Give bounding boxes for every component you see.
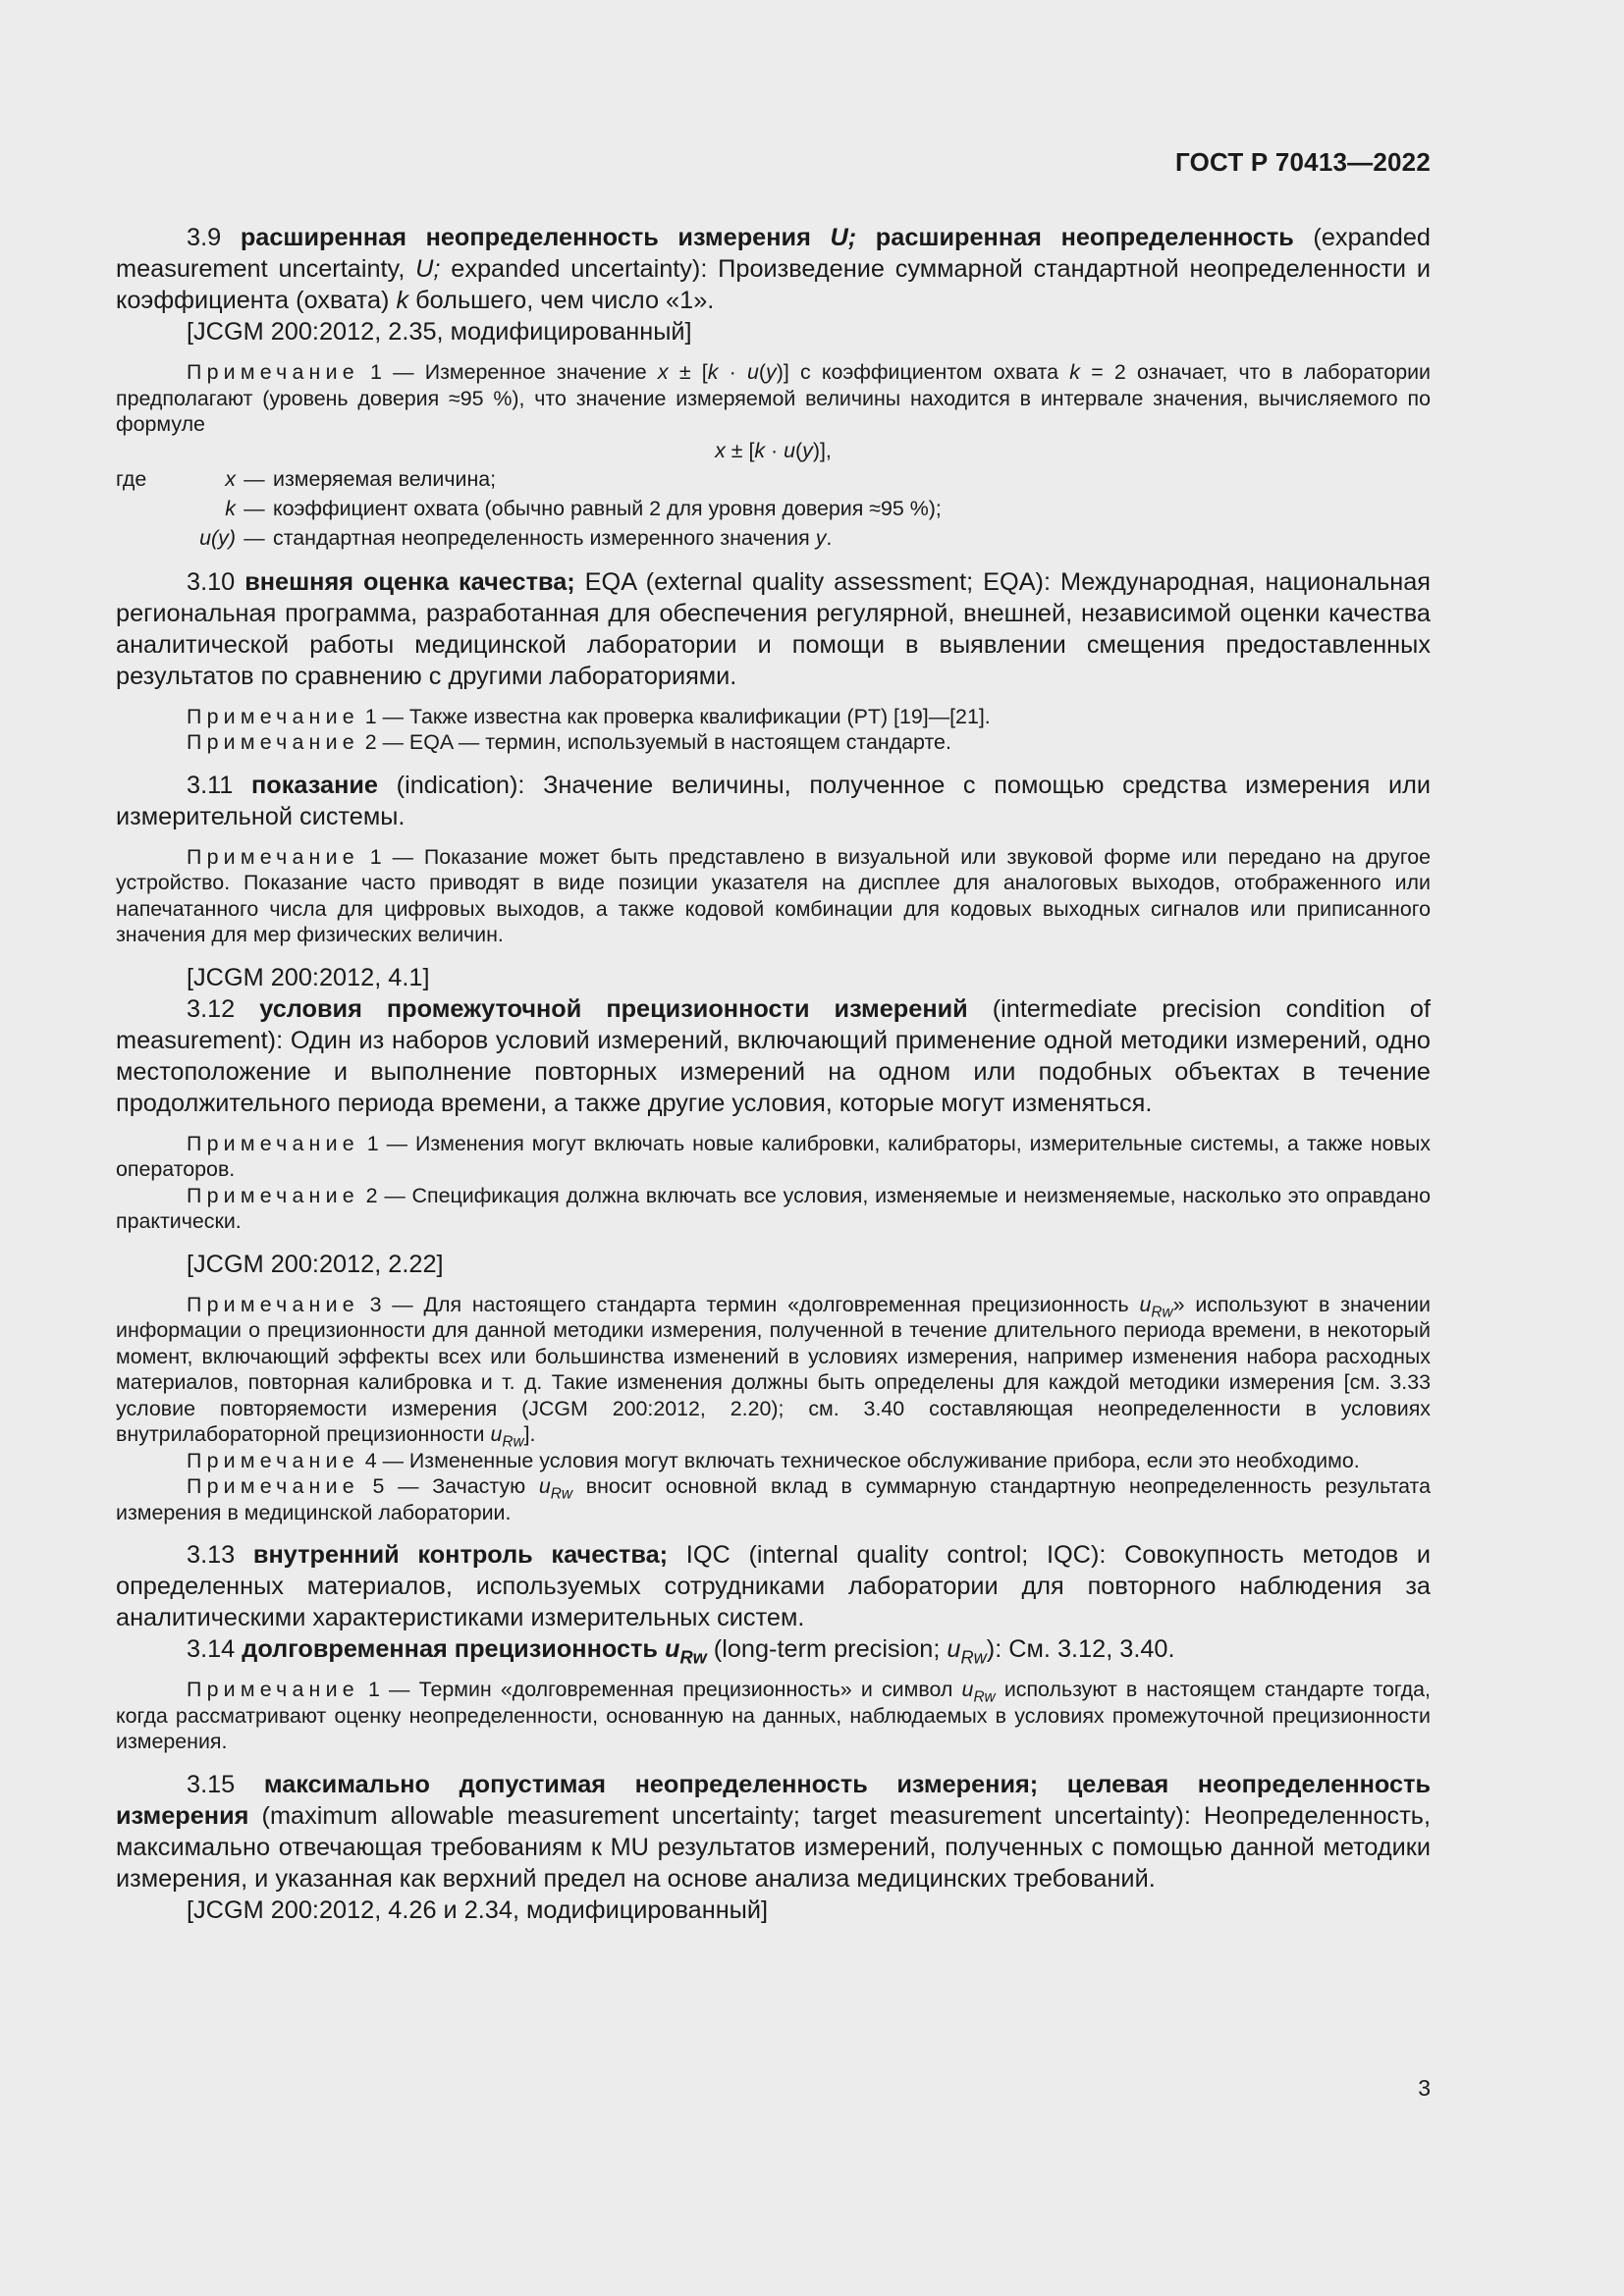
note-3-12-5: Примечание 5 — Зачастую $u_{Rw}$ вносит основной вклад в суммарную стандартную неопределенность результата измерения в медицинской лаборатории. [116,1474,1432,1524]
reference-3-12: [JCGM 200:2012, 2.22] [187,1250,444,1278]
note-3-12-3: Примечание 3 — Для настоящего стандарта термин «долговременная прецизионность $u_{Rw}$» используют в значении информации о прецизионности для данной методики измерения, полученной в течение длительного периода времени, в некоторый момент, включающий эффекты всех или большинства изменений в условиях измерения, например изменения набора расходных материалов, повторная калибровка и т. д. Такие изменения должны быть определены для каждой методики измерения [см. 3.33 условие повторяемости измерения (JCGM 200:2012, 2.20); см. 3.40 составляющая неопределенности в условиях внутрилабораторной прецизионности $u_{Rw}$]. [116,1292,1431,1451]
definition-3-14: 3.14 долговременная прецизионность $u_{Rw}$ (long-term precision; $u_{Rw}$): См. 3.12, 3.40. [187,1635,1175,1668]
definition-3-12: 3.12 условия промежуточной прецизионности измерений (intermediate precision condition of measurement): Один из наборов условий измерений, включающий применение одной методики измерений, одно местоположение и выполнение повторных измерений на одном или подобных объектах в течение продолжительного периода времени, а также другие условия, которые могут изменяться. [116,994,1432,1117]
formula-expanded-uncertainty: x ± [k · u(y)], [715,438,832,462]
note-3-14-1: Примечание 1 — Термин «долговременная прецизионность» и символ $u_{Rw}$ используют в настоящем стандарте тогда, когда рассматривают оценку неопределенности, основанную на данных, наблюдаемых в условиях промежуточной прецизионности измерения. [116,1678,1431,1753]
document-body [116,222,1431,1926]
document-header: ГОСТ Р 70413—2022 [1175,147,1431,177]
legend-row-k: k — коэффициент охвата (обычно равный 2 для уровня доверия ≈95 %); [225,496,942,520]
definition-3-13: 3.13 внутренний контроль качества; IQC (internal quality control; IQC): Совокупность методов и определенных материалов, используемых сотрудниками лаборатории для повторного наблюдения за аналитическими характеристиками измерительных систем. [116,1541,1431,1631]
note-3-12-4: Примечание 4 — Измененные условия могут включать техническое обслуживание прибора, если это необходимо. [187,1448,1360,1472]
reference-3-15: [JCGM 200:2012, 4.26 и 2.34, модифицированный] [187,1896,769,1924]
formula-legend [116,464,1431,553]
note-3-11-1: Примечание 1 — Показание может быть представлено в визуальной или звуковой форме или передано на другое устройство. Показание часто приводят в виде позиции указателя на дисплее для аналоговых выходов, отображенного или напечатанного числа для цифровых выходов, а также кодовой комбинации для кодовых выходных сигналов или приписанного значения для мер физических величин. [116,844,1431,946]
definition-3-9: 3.9 расширенная неопределенность измерения U; расширенная неопределенность (expanded measurement uncertainty, U; expanded uncertainty): Произведение суммарной стандартной неопределенности и коэффициента (охвата) k большего, чем число «1». [116,224,1431,314]
note-3-10-1: Примечание 1 — Также известна как проверка квалификации (PT) [19]—[21]. [187,704,991,728]
definition-3-15: 3.15 максимально допустимая неопределенность измерения; целевая неопределенность измерения (maximum allowable measurement uncertainty; target measurement uncertainty): Неопределенность, максимально отвечающая требованиям к MU результатов измерений, полученных с помощью данной методики измерения, и указанная как верхний предел на основе анализа медицинских требований. [116,1770,1432,1893]
note-3-12-1: Примечание 1 — Изменения могут включать новые калибровки, калибраторы, измерительные системы, а также новых операторов. [116,1131,1431,1181]
note-3-10-2: Примечание 2 — EQA — термин, используемый в настоящем стандарте. [187,730,951,754]
note-3-9-1: Примечание 1 — Измеренное значение x ± [k · u(y)] с коэффициентом охвата k = 2 означает, что в лаборатории предполагают (уровень доверия ≈95 %), что значение измеряемой величины находится в интервале значения, вычисляемого по формуле [116,360,1432,436]
definition-3-10: 3.10 внешняя оценка качества; EQA (external quality assessment; EQA): Международная, национальная региональная программа, разработанная для обеспечения регулярной, внешней, независимой оценки качества аналитической работы медицинской лаборатории и помощи в выявлении смещения предоставленных результатов по сравнению с другими лабораториями. [116,567,1431,690]
legend-row-x: где x — измеряемая величина; [116,466,497,491]
definition-3-11: 3.11 показание (indication): Значение величины, полученное с помощью средства измерения или измерительной системы. [116,771,1431,830]
reference-3-9: [JCGM 200:2012, 2.35, модифицированный] [187,318,692,346]
note-3-12-2: Примечание 2 — Спецификация должна включать все условия, изменяемые и неизменяемые, насколько это оправдано практически. [116,1183,1431,1233]
page-number: 3 [1418,2075,1431,2101]
reference-3-11: [JCGM 200:2012, 4.1] [187,963,430,991]
legend-row-uy: u(y) — стандартная неопределенность измеренного значения y. [199,525,833,550]
